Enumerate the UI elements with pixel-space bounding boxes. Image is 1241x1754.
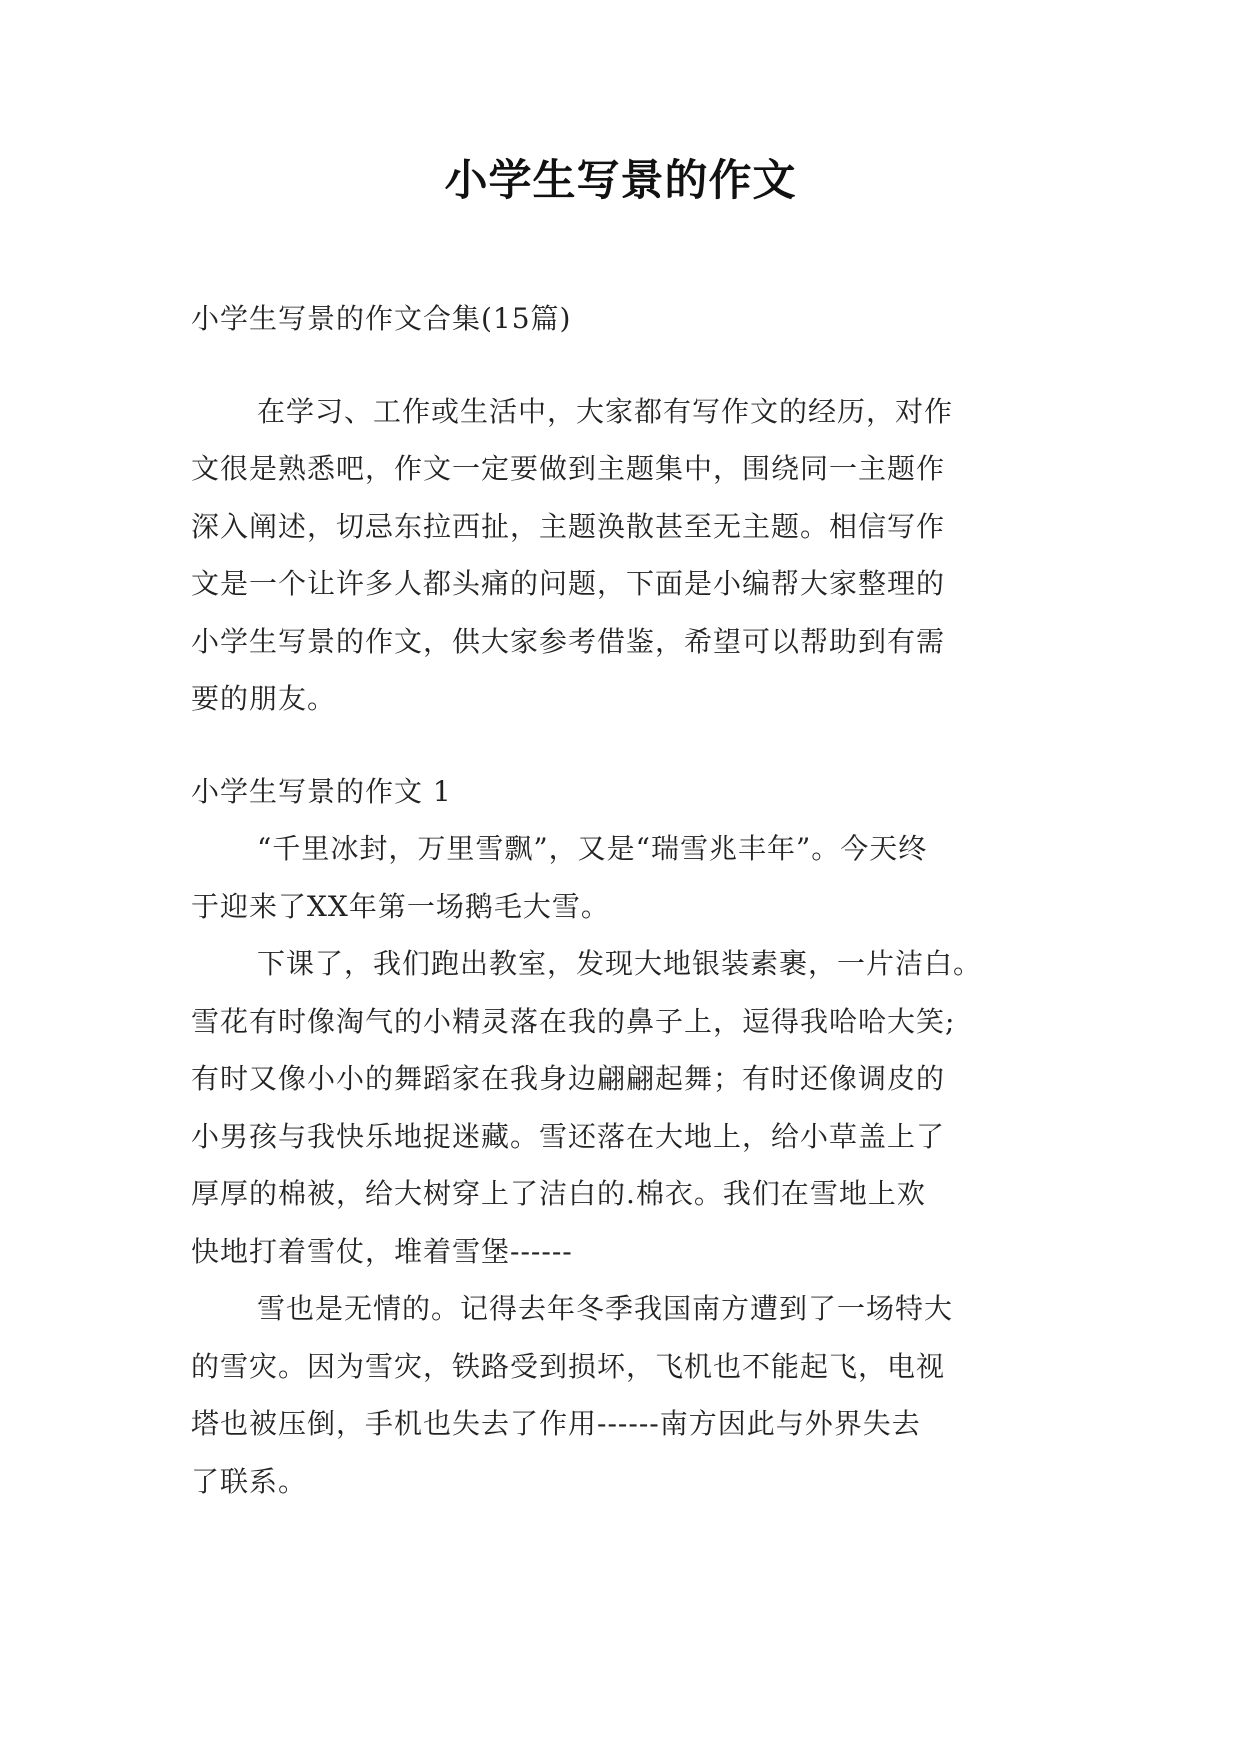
paragraph-line: 快地打着雪仗，堆着雪堡------ bbox=[191, 1234, 573, 1268]
paragraph-line: 了联系。 bbox=[191, 1464, 308, 1498]
paragraph-line: 小男孩与我快乐地捉迷藏。雪还落在大地上，给小草盖上了 bbox=[191, 1119, 946, 1153]
spacer bbox=[191, 728, 1049, 763]
document-title: 小学生写景的作文 bbox=[444, 156, 797, 206]
essay-heading: 小学生写景的作文 1 bbox=[191, 774, 452, 808]
intro-line: 文是一个让许多人都头痛的问题，下面是小编帮大家整理的 bbox=[191, 567, 946, 600]
paragraph-line: 于迎来了XX年第一场鹅毛大雪。 bbox=[191, 889, 610, 923]
intro-line: 文很是熟悉吧，作文一定要做到主题集中，围绕同一主题作 bbox=[191, 452, 946, 485]
paragraph-line: 雪也是无情的。记得去年冬季我国南方遭到了一场特大 bbox=[257, 1292, 954, 1325]
intro-line: 在学习、工作或生活中，大家都有写作文的经历，对作 bbox=[257, 394, 954, 428]
intro-line: 要的朋友。 bbox=[191, 682, 337, 715]
essay-paragraph-2 bbox=[191, 935, 1049, 1280]
paragraph-line: 有时又像小小的舞蹈家在我身边翩翩起舞；有时还像调皮的 bbox=[191, 1062, 946, 1095]
paragraph-line: “千里冰封，万里雪飘”，又是“瑞雪兆丰年”。今天终 bbox=[257, 832, 928, 865]
document-body bbox=[191, 290, 1049, 1510]
essay-paragraph-3 bbox=[191, 1280, 1049, 1510]
paragraph-line: 下课了，我们跑出教室，发现大地银装素裹，一片洁白。 bbox=[257, 947, 983, 980]
paragraph-line: 雪花有时像淘气的小精灵落在我的鼻子上，逗得我哈哈大笑; bbox=[191, 1004, 956, 1038]
essay-paragraph-1 bbox=[191, 820, 1049, 935]
paragraph-line: 的雪灾。因为雪灾，铁路受到损坏，飞机也不能起飞，电视 bbox=[191, 1349, 946, 1383]
intro-paragraph bbox=[191, 383, 1049, 728]
subtitle: 小学生写景的作文合集(15篇) bbox=[191, 302, 572, 335]
spacer bbox=[191, 348, 1049, 383]
paragraph-line: 塔也被压倒，手机也失去了作用------南方因此与外界失去 bbox=[191, 1407, 921, 1440]
paragraph-line: 厚厚的棉被，给大树穿上了洁白的.棉衣。我们在雪地上欢 bbox=[191, 1177, 926, 1210]
intro-line: 深入阐述，切忌东拉西扯，主题涣散甚至无主题。相信写作 bbox=[191, 509, 946, 543]
intro-line: 小学生写景的作文，供大家参考借鉴，希望可以帮助到有需 bbox=[191, 624, 946, 658]
